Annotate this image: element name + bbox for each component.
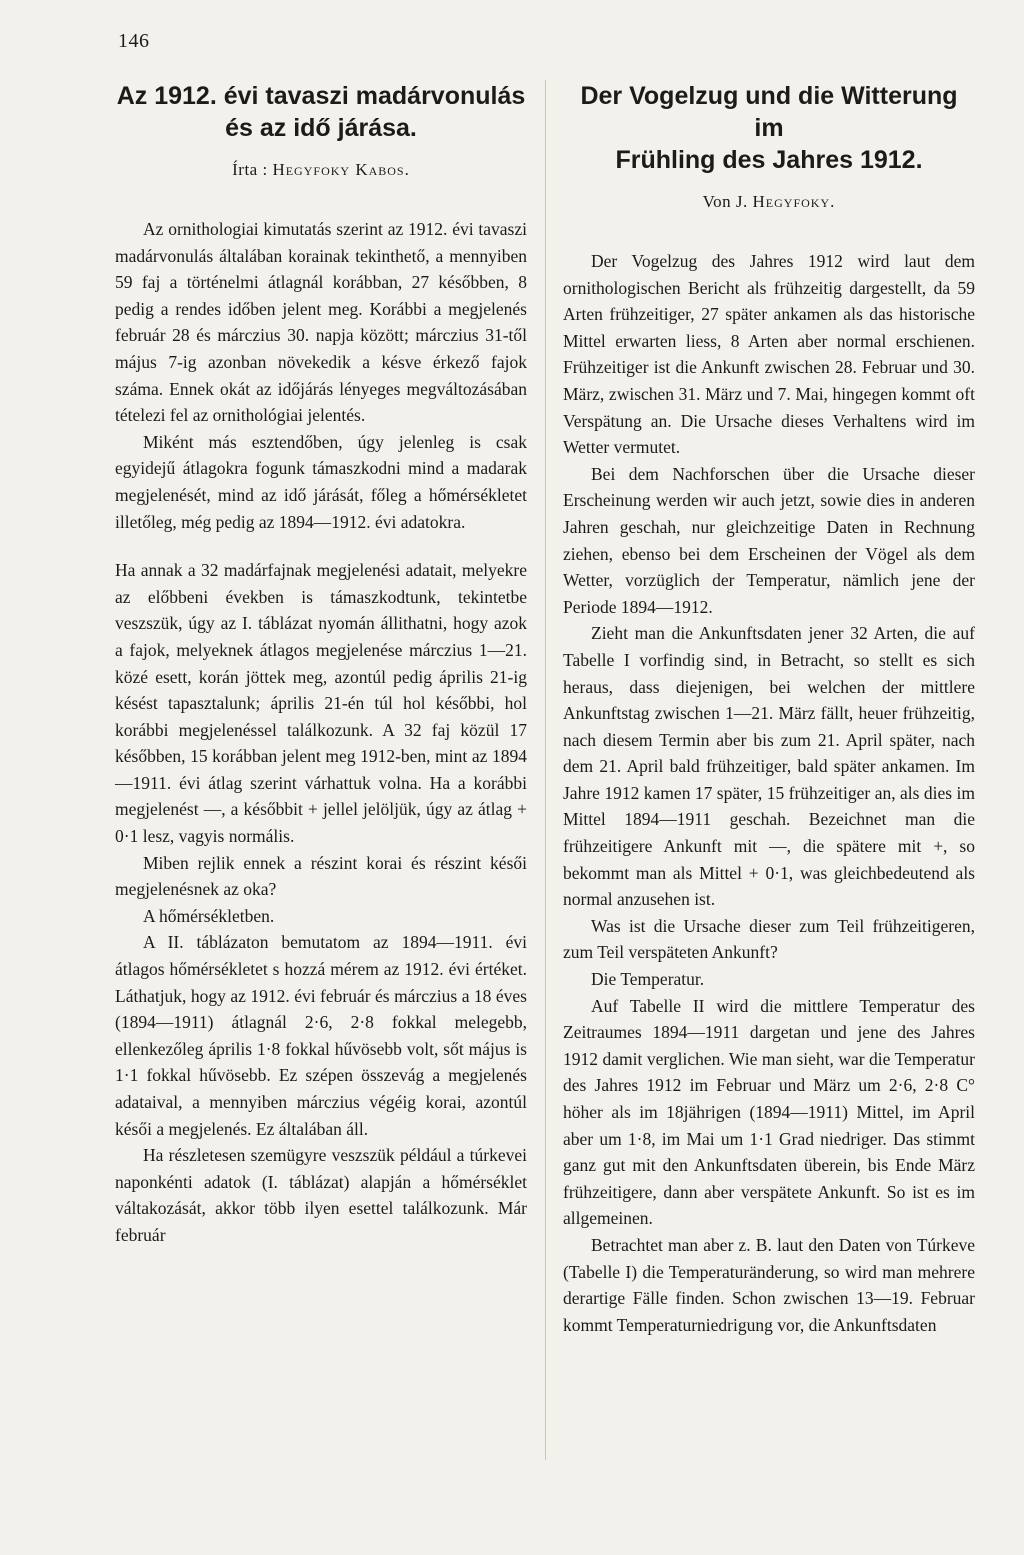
german-title-line-2: Frühling des Jahres 1912. [615, 146, 923, 174]
hungarian-column [115, 80, 527, 1249]
hungarian-title [115, 80, 527, 144]
german-paragraph-4: Was ist die Ursache dieser zum Teil frühzeitigeren, zum Teil verspäteten Ankunft? [563, 915, 975, 963]
german-paragraph-5: Die Temperatur. [591, 969, 705, 990]
hungarian-title-line-2: és az idő járása. [225, 114, 417, 142]
hungarian-title-line-1: Az 1912. évi tavaszi madárvonulás [116, 82, 526, 110]
hungarian-paragraph-7: Ha részletesen szemügyre veszszük például a túrkevei naponkénti adatok (I. táblázat) alapján a hőmérséklet váltakozását, akkor több ilyen esettel találkozunk. Már február [115, 1145, 527, 1245]
german-byline-prefix: Von J. [702, 192, 748, 211]
hungarian-paragraph-4: Miben rejlik ennek a részint korai és részint késői megjelenésnek az oka? [115, 852, 527, 900]
german-byline-author: Hegyfoky. [752, 192, 836, 211]
german-byline [563, 192, 975, 212]
german-paragraph-6: Auf Tabelle II wird die mittlere Temperatur des Zeitraumes 1894—1911 dargetan und jene des Jahres 1912 damit verglichen. Wie man sieht, war die Temperatur des Jahres 1912 im Februar und März um 2·6, 2·8 C° höher als im 18jährigen (1894—1911) Mittel, im April aber um 1·8, im Mai um 1·1 Grad niedriger. Das stimmt ganz gut mit den Ankunftsdaten überein, bis Ende März frühzeitigere, dann aber verspätete Ankunft. So ist es im allgemeinen. [563, 995, 975, 1229]
hungarian-byline-author: Hegyfoky Kabos. [272, 160, 410, 179]
page-number: 146 [118, 30, 150, 52]
column-divider [545, 80, 546, 1460]
german-title [563, 80, 975, 176]
german-paragraph-1: Der Vogelzug des Jahres 1912 wird laut dem ornithologischen Bericht als frühzeitig dargestellt, da 59 Arten frühzeitiger, 27 später ankamen als das historische Mittel erwarten liess, 8 Arten aber normal erschienen. Frühzeitiger ist die Ankunft zwischen 28. Februar und 30. März, zwischen 31. März und 7. Mai, hingegen kommt oft Verspätung an. Die Ursache dieses Verhaltens wird im Wetter vermutet. [563, 251, 975, 458]
german-paragraph-2: Bei dem Nachforschen über die Ursache dieser Erscheinung werden wir auch jetzt, sowie dies in anderen Jahren geschah, nur gleichzeitige Daten in Rechnung ziehen, ebenso bei dem Erscheinen der Vögel als dem Wetter, vorzüglich der Temperatur, nämlich jene der Periode 1894—1912. [563, 463, 975, 617]
hungarian-paragraph-1: Az ornithologiai kimutatás szerint az 1912. évi tavaszi madárvonulás általában korainak tekinthető, a mennyiben 59 faj a történelmi átlagnál korábban, 27 későbben, 8 pedig a rendes időben jelent meg. Korábbi a megjelenés február 28 és márczius 30. napja között; márczius 31-től május 7-ig azonban növekedik a késve érkező fajok száma. Ennek okát az időjárás lényeges megváltozásában tételezi fel az ornithológiai jelentés. [115, 219, 527, 426]
german-paragraph-3: Zieht man die Ankunftsdaten jener 32 Arten, die auf Tabelle I vorfindig sind, in Betracht, so stellt es sich heraus, dass diejenigen, bei welchen der mittlere Ankunftstag zwischen 1—21. März fällt, heuer frühzeitig, nach diesem Termin aber bis zum 21. April später, nach dem 21. April bald frühzeitiger, bald später ankamen. Im Jahre 1912 kamen 17 später, 15 frühzeitiger an, als dies im Mittel 1894—1911 geschah. Bezeichnet man die frühzeitigere Ankunft mit —, die spätere mit +, so bekommt man als Mittel + 0·1, was gleichbedeutend als normal anzusehen ist. [563, 623, 975, 910]
hungarian-byline [115, 160, 527, 180]
german-paragraph-7: Betrachtet man aber z. B. laut den Daten von Túrkeve (Tabelle I) die Temperaturänderung, so wird man mehrere derartige Fälle finden. Schon zwischen 13—19. Februar kommt Temperaturniedrigung vor, die Ankunftsdaten [563, 1234, 975, 1335]
hungarian-paragraph-6: A II. táblázaton bemutatom az 1894—1911. évi átlagos hőmérsékletet s hozzá mérem az 1912. évi értéket. Láthatjuk, hogy az 1912. évi február és márczius a 18 éves (1894—1911) átlagnál 2·6, 2·8 fokkal melegebb, ellenkezőleg április 1·8 fokkal hűvösebb volt, sőt május is 1·1 fokkal hűvösebb. Ez szépen összevág a megjelenés adataival, a mennyiben márczius végéig korai, azontúl késői a megjelenés. Ez általában áll. [115, 932, 527, 1139]
hungarian-paragraph-3: Ha annak a 32 madárfajnak megjelenési adatait, melyekre az előbbeni években is támaszkodtunk, tekintetbe veszszük, úgy az I. táblázat nyomán állithatni, hogy azok a fajok, melyeknek átlagos megjelenése márczius 1—21. közé esett, korán jöttek meg, azontúl pedig április 21-ig késést tapasztalunk; április 21-én túl hol későbbi, hol korábbi megjelenéssel találkozunk. A 32 faj közül 17 későbben, 15 korábban jelent meg 1912-ben, mint az 1894—1911. évi átlag szerint várhattuk volna. Ha a korábbi megjelenést —, a későbbit + jellel jelöljük, úgy az átlag + 0·1 lesz, vagyis normális. [115, 560, 527, 847]
hungarian-paragraph-2: Miként más esztendőben, úgy jelenleg is csak egyidejű átlagokra fogunk támaszkodni mind a madarak megjelenését, mind az idő járását, főleg a hőmérsékletet illetőleg, még pedig az 1894—1912. évi adatokra. [115, 431, 527, 532]
hungarian-paragraph-5: A hőmérsékletben. [143, 905, 275, 926]
hungarian-byline-prefix: Írta : [232, 160, 268, 179]
german-title-line-1: Der Vogelzug und die Witterung im [580, 82, 958, 142]
german-column [563, 80, 975, 1338]
